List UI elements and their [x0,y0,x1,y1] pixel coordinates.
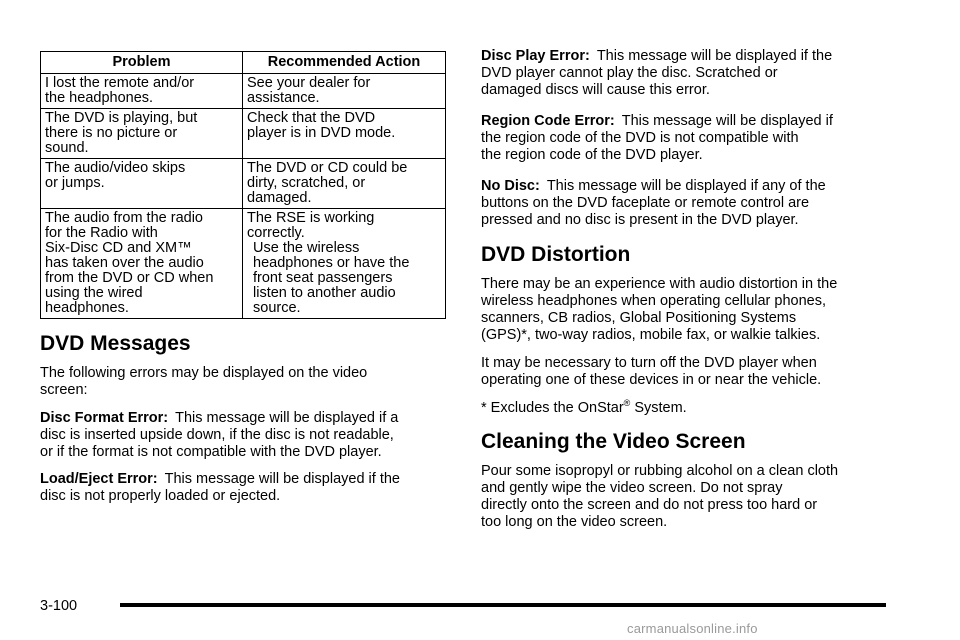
table-row [41,209,446,319]
cell-line: using the wired [45,285,143,301]
text-line: and gently wipe the video screen. Do not spray [481,480,783,496]
cell-line: correctly. [247,225,305,241]
cell-line: front seat passengers [253,270,393,286]
cell-line: from the DVD or CD when [45,270,214,286]
table-row [41,159,446,209]
load-eject-error-paragraph [40,471,446,505]
cell-line: Check that the DVD [247,110,376,126]
cell-line: headphones or have the [253,255,410,271]
text-line: too long on the video screen. [481,514,668,530]
footer-rule [120,603,886,607]
disc-format-error-paragraph [40,410,446,461]
action-cell [243,209,446,319]
text-line: It may be necessary to turn off the DVD player when [481,355,817,371]
footnote-text: System. [630,400,687,416]
text-line: damaged discs will cause this error. [481,82,710,98]
text-line: DVD player cannot play the disc. Scratched or [481,65,778,81]
cell-line: for the Radio with [45,225,158,241]
header-problem: Problem [41,52,243,74]
watermark: carmanualsonline.info [627,621,758,636]
cell-line: headphones. [45,300,129,316]
text-line: disc is inserted upside down, if the disc is not readable, [40,427,394,443]
problem-cell [41,209,243,319]
header-recommended-action: Recommended Action [243,52,446,74]
dvd-distortion-heading: DVD Distortion [481,243,631,266]
cell-line: Six-Disc CD and XM™ [45,240,192,256]
text-line: This message will be displayed if the [596,48,833,64]
text-line: or if the format is not compatible with the DVD player. [40,444,382,460]
text-line: The following errors may be displayed on the video [40,365,368,381]
text-line: disc is not properly loaded or ejected. [40,488,281,504]
text-line: scanners, CB radios, Global Positioning Systems [481,310,797,326]
cell-line: damaged. [247,190,312,206]
text-line: This message will be displayed if any of the [546,178,826,194]
text-line: Pour some isopropyl or rubbing alcohol on a clean cloth [481,463,839,479]
table-row [41,109,446,159]
text-line: screen: [40,382,88,398]
text-line: pressed and no disc is present in the DVD player. [481,212,799,228]
dvd-distortion-paragraph-1 [481,276,893,344]
table-row [41,74,446,109]
cell-line: source. [253,300,301,316]
onstar-footnote [481,400,893,417]
cell-line: The audio/video skips [45,160,186,176]
cell-line: The audio from the radio [45,210,203,226]
text-line: wireless headphones when operating cellular phones, [481,293,827,309]
cell-line: player is in DVD mode. [247,125,396,141]
cell-line: listen to another audio [253,285,396,301]
text-line: This message will be displayed if [621,113,833,129]
right-column [481,48,893,531]
text-line: This message will be displayed if a [175,410,399,426]
problem-cell [41,74,243,109]
cell-line: there is no picture or [45,125,178,141]
cleaning-paragraph [481,463,893,531]
problem-cell [41,159,243,209]
problem-cell [41,109,243,159]
disc-format-error-term: Disc Format Error: [40,410,169,426]
cell-line: See your dealer for [247,75,371,91]
no-disc-term: No Disc: [481,178,540,194]
dvd-messages-heading: DVD Messages [40,332,191,355]
cell-line: assistance. [247,90,320,106]
cell-line: the headphones. [45,90,154,106]
region-code-error-term: Region Code Error: [481,113,615,129]
page-number: 3-100 [40,598,78,614]
left-column [40,51,446,505]
cell-line: Use the wireless [253,240,360,256]
disc-play-error-paragraph [481,48,893,99]
cell-line: has taken over the audio [45,255,204,271]
cell-line: dirty, scratched, or [247,175,366,191]
text-line: This message will be displayed if the [164,471,400,487]
text-line: the region code of the DVD player. [481,147,703,163]
footnote-text: * Excludes the OnStar [481,400,624,416]
cell-line: The DVD or CD could be [247,160,408,176]
dvd-distortion-paragraph-2 [481,355,893,389]
cell-line: The RSE is working [247,210,375,226]
action-cell [243,159,446,209]
registered-mark: ® [623,398,631,409]
dvd-messages-intro [40,365,446,399]
cell-line: The DVD is playing, but [45,110,198,126]
text-line: operating one of these devices in or near the vehicle. [481,372,822,388]
text-line: buttons on the DVD faceplate or remote control are [481,195,810,211]
region-code-error-paragraph [481,113,893,164]
text-line: the region code of the DVD is not compatible with [481,130,799,146]
load-eject-error-term: Load/Eject Error: [40,471,158,487]
text-line: There may be an experience with audio distortion in the [481,276,838,292]
disc-play-error-term: Disc Play Error: [481,48,590,64]
text-line: directly onto the screen and do not press too hard or [481,497,818,513]
text-line: (GPS)*, two-way radios, mobile fax, or walkie talkies. [481,327,821,343]
cell-line: sound. [45,140,89,156]
action-cell [243,74,446,109]
cell-line: I lost the remote and/or [45,75,195,91]
cleaning-heading: Cleaning the Video Screen [481,430,746,453]
no-disc-paragraph [481,178,893,229]
table-header-row [41,52,446,74]
cell-line: or jumps. [45,175,105,191]
action-cell [243,109,446,159]
troubleshooting-table [40,51,446,319]
